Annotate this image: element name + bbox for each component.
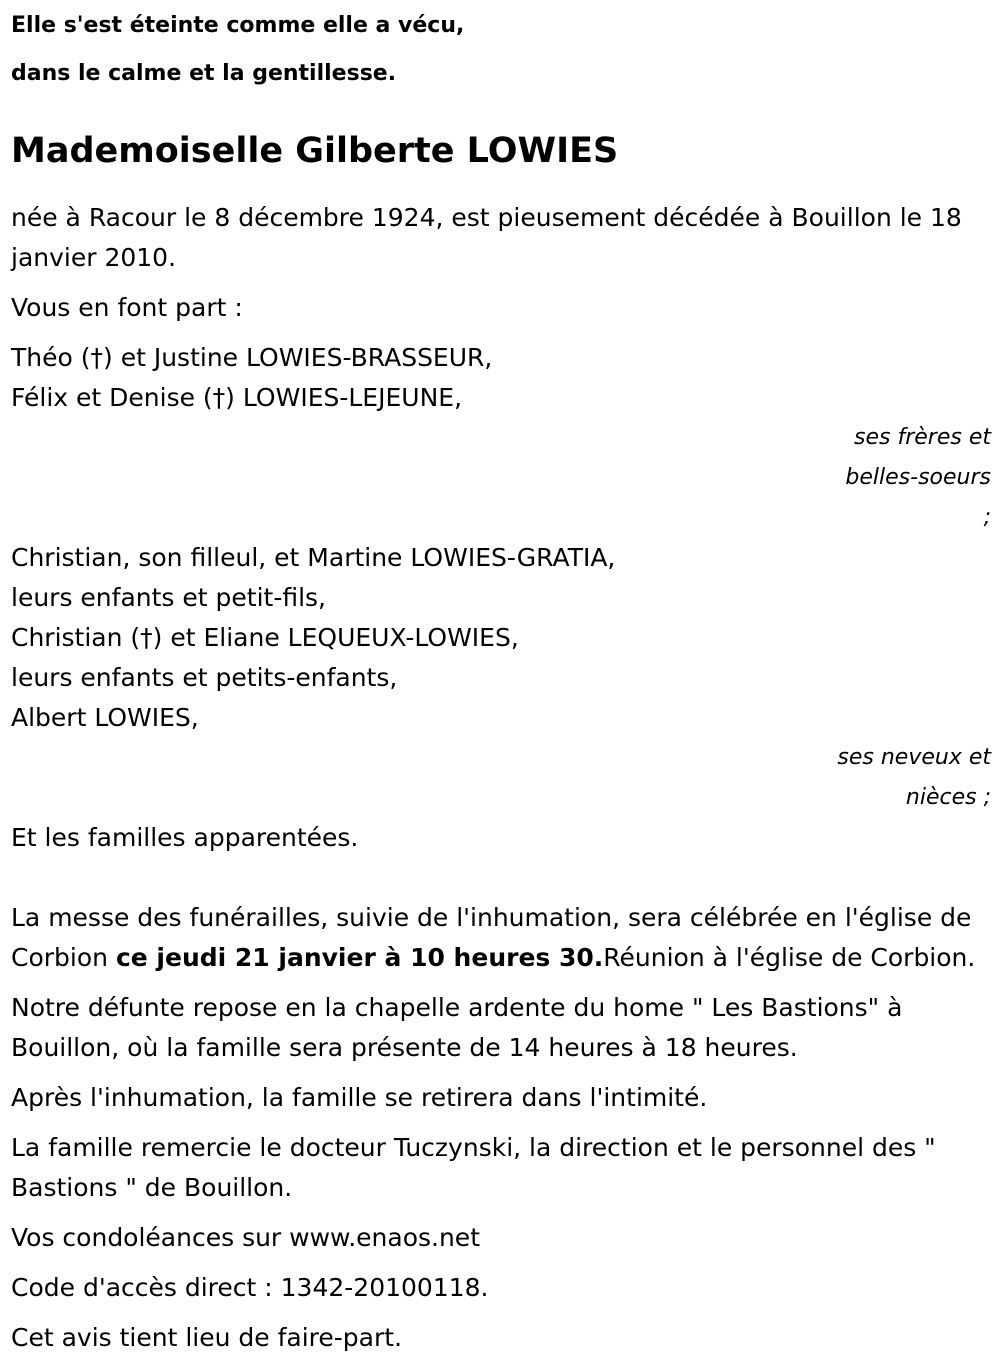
intro-quote [11, 2, 991, 98]
families-text: Et les familles apparentées. [11, 823, 359, 852]
thanks-text: La famille remercie le docteur Tuczynski, la direction et le personnel des " Bastions " de Bouillon. [11, 1133, 936, 1202]
siblings-role: ses frères et belles-soeurs ; [845, 425, 991, 530]
family-line: Albert LOWIES, [11, 703, 199, 732]
mass-text-start: La messe des funérailles, suivie de l'inhumation, sera célébrée en l'église de Corbion [11, 903, 972, 972]
access-code-text: Code d'accès direct : 1342-20100118. [11, 1273, 489, 1302]
nephews-role: ses neveux et nièces ; [837, 745, 991, 810]
obituary-notice [11, 0, 991, 1358]
family-line: Théo (†) et Justine LOWIES-BRASSEUR, [11, 343, 493, 372]
deceased-name: Mademoiselle Gilberte LOWIES [11, 131, 619, 171]
birth-death-text: née à Racour le 8 décembre 1924, est pieusement décédée à Bouillon le 18 janvier 2010. [11, 203, 962, 272]
mass-date-time: ce jeudi 21 janvier à 10 heures 30. [115, 943, 604, 972]
after-burial-text: Après l'inhumation, la famille se retirera dans l'intimité. [11, 1083, 708, 1112]
mass-text [11, 898, 991, 978]
intro-line-1: Elle s'est éteinte comme elle a vécu, [11, 13, 465, 38]
closing-text: Cet avis tient lieu de faire-part. [11, 1323, 403, 1352]
announcement-text: Vous en font part : [11, 293, 243, 322]
nephews-block [11, 538, 991, 818]
family-line: Christian, son filleul, et Martine LOWIES-GRATIA, [11, 543, 616, 572]
family-line: Félix et Denise (†) LOWIES-LEJEUNE, [11, 383, 463, 412]
condolences-text: Vos condoléances sur www.enaos.net [11, 1223, 480, 1252]
family-line: Christian (†) et Eliane LEQUEUX-LOWIES, [11, 623, 519, 652]
mass-text-end: Réunion à l'église de Corbion. [603, 943, 976, 972]
rest-text: Notre défunte repose en la chapelle ardente du home " Les Bastions" à Bouillon, où la famille sera présente de 14 heures à 18 heures. [11, 993, 903, 1062]
family-line: leurs enfants et petits-enfants, [11, 663, 398, 692]
notice-body [11, 198, 991, 1358]
family-line: leurs enfants et petit-fils, [11, 583, 327, 612]
siblings-block [11, 338, 991, 538]
intro-line-2: dans le calme et la gentillesse. [11, 61, 397, 86]
